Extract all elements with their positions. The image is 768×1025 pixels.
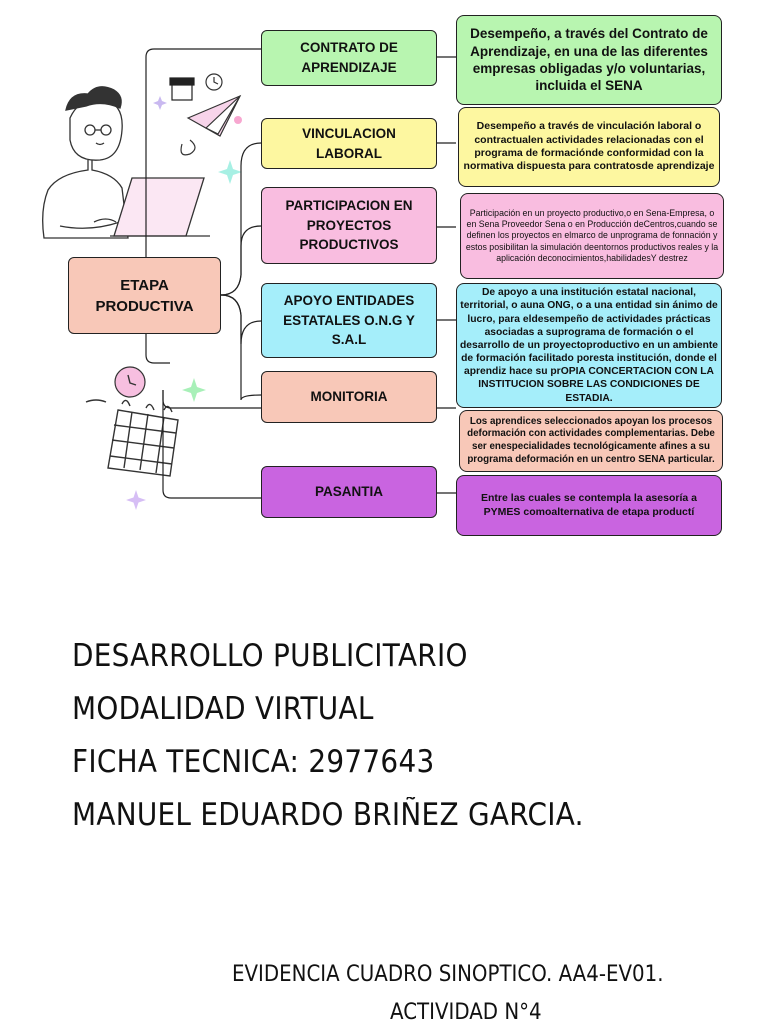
- root-node: [68, 257, 221, 334]
- category-contrato-aprendizaje: [261, 30, 437, 86]
- description-participacion-proyectos: [460, 193, 724, 279]
- description-text: Los aprendices seleccionados apoyan los procesos deformación con actividades complementarias. Debe ser enespecialidades tecnológicamente afines a su programa deformación en un centro SENA particular.: [467, 415, 715, 465]
- description-monitoria: [459, 410, 723, 472]
- category-label: PARTICIPACION EN PROYECTOS PRODUCTIVOS: [285, 198, 413, 253]
- shop-icon: [170, 78, 194, 100]
- ficha-tecnica: FICHA TECNICA: 2977643: [72, 744, 435, 780]
- category-label: VINCULACION LABORAL: [302, 125, 396, 161]
- student-name: MANUEL EDUARDO BRIÑEZ GARCIA.: [72, 797, 584, 833]
- description-pasantia: [456, 475, 722, 536]
- category-apoyo-entidades: [261, 283, 437, 358]
- clock-icon: [206, 74, 222, 90]
- description-text: De apoyo a una institución estatal nacional, territorial, o auna ONG, o a una entidad sin ánimo de lucro, para eldesempeño de actividades prácticas asociadas a suprograma de formación o el desarrollo de un proyectoproductivo en un ambiente de formación facilitado poresta institución, donde el aprendiz hace su prOPIA CONCERTACION CON LA INSTITUCION SOBRE LAS CONDICIONES DE ESTADIA.: [459, 287, 719, 404]
- category-label: PASANTIA: [314, 484, 383, 500]
- description-text: Entre las cuales se contempla la asesoría a PYMES comoalternativa de etapa productí: [481, 492, 697, 518]
- paper-plane-icon: [181, 96, 240, 155]
- description-text: Desempeño, a través del Contrato de Aprendizaje, en una de las diferentes empresas obligadas y/o voluntarias, incluida el SENA: [470, 26, 708, 94]
- program-name: DESARROLLO PUBLICITARIO: [72, 638, 468, 674]
- category-participacion-proyectos: [261, 187, 437, 264]
- root-label: ETAPA PRODUCTIVA: [95, 276, 194, 315]
- description-contrato-aprendizaje: [456, 15, 722, 105]
- category-monitoria: [261, 371, 437, 423]
- clock-icon: [115, 367, 145, 397]
- description-text: Participación en un proyecto productivo,o en Sena-Empresa, o en Sena Proveedor Sena o en Producción deCentros,cuando se definen los proyectos en elmarco de unprograma de fonnación y estos posibilitan la simulación deentornos productivos reales y la aplicación deconocimientos,habilidadesY destrez: [465, 207, 719, 263]
- category-label: APOYO ENTIDADES ESTATALES O.N.G Y S.A.L: [283, 293, 415, 348]
- footer-info: [72, 630, 641, 842]
- description-vinculacion-laboral: [458, 107, 720, 187]
- modality: MODALIDAD VIRTUAL: [72, 691, 374, 727]
- activity-number: ACTIVIDAD N°4: [390, 1000, 542, 1025]
- category-label: MONITORIA: [310, 389, 388, 405]
- evidence-title: EVIDENCIA CUADRO SINOPTICO. AA4-EV01.: [232, 962, 664, 987]
- category-label: CONTRATO DE APRENDIZAJE: [300, 40, 398, 75]
- description-text: Desempeño a través de vinculación laboral o contractualen actividades relacionadas con el programa de formaciónde conformidad con la normativa dispuesta para contratosde aprendizaje: [463, 120, 715, 173]
- calendar-icon: [86, 400, 178, 476]
- person-at-laptop-icon: [43, 87, 210, 238]
- description-apoyo-entidades: [456, 283, 722, 408]
- category-pasantia: [261, 466, 437, 518]
- category-vinculacion-laboral: [261, 118, 437, 169]
